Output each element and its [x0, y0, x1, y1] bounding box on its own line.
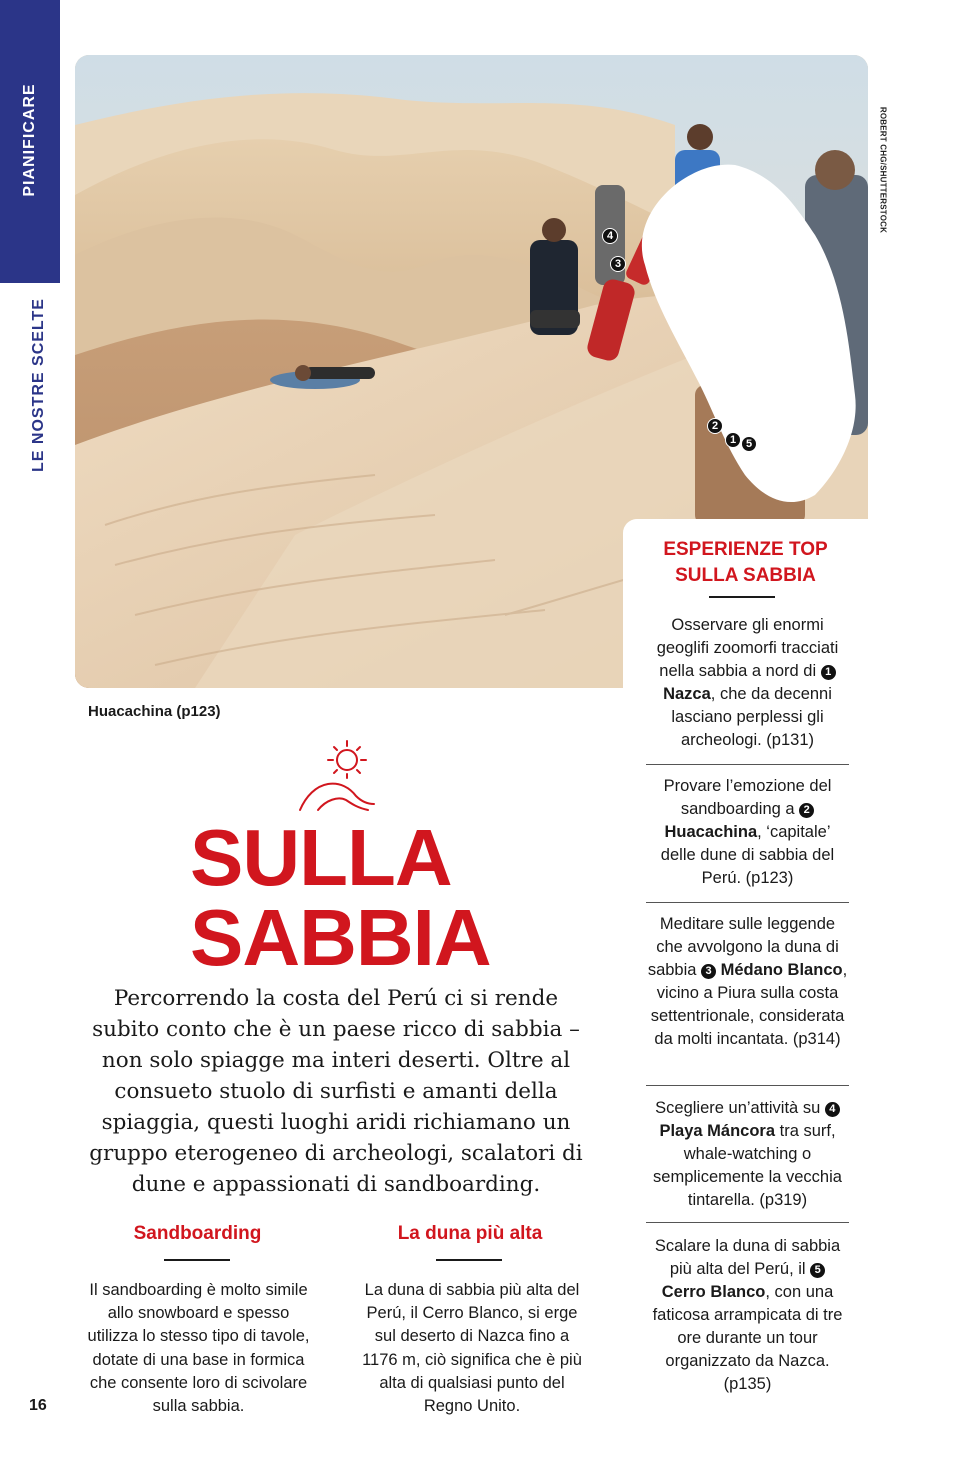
section-tab-pianificare[interactable] [0, 0, 60, 283]
marker-4-icon: 4 [825, 1102, 840, 1117]
page-number: 16 [29, 1397, 47, 1414]
subsection-tab-label[interactable]: LE NOSTRE SCELTE [30, 298, 47, 472]
photo-caption: Huacachina (p123) [88, 703, 221, 720]
sidebar-item-medano-blanco: Meditare sulle leggende che avvolgono la duna di sabbia 3 Médano Blanco, vicino a Piura sulla costa settentrionale, considerata da molti incantata. (p314) [647, 915, 848, 1048]
map-marker-4: 4 [602, 228, 618, 244]
map-marker-3: 3 [610, 256, 626, 272]
page-title [190, 813, 510, 982]
column-text-highest-dune: La duna di sabbia più alta del Perú, il Cerro Blanco, si erge sul deserto di Nazca fino a 1176 m, ciò significa che è più alta di qualsiasi punto del Regno Unito. [362, 1281, 582, 1416]
marker-2-icon: 2 [799, 803, 814, 818]
column-heading-highest-dune: La duna più alta [397, 1223, 543, 1244]
photo-credit: ROBERT CHG/SHUTTERSTOCK [878, 106, 888, 234]
column-rule [164, 1259, 230, 1261]
sidebar-divider [646, 1085, 849, 1086]
title-line-2: SABBIA [190, 893, 491, 982]
column-heading-sandboarding: Sandboarding [133, 1223, 262, 1244]
marker-1-icon: 1 [821, 665, 836, 680]
column-rule [436, 1259, 502, 1261]
section-tab-label: PIANIFICARE [21, 83, 38, 197]
sidebar-rule [709, 596, 775, 598]
map-marker-5: 5 [741, 436, 757, 452]
sidebar-item-cerro-blanco: Scalare la duna di sabbia più alta del Perú, il 5 Cerro Blanco, con una faticosa arrampicata di tre ore durante un tour organizzato da Nazca. (p135) [652, 1237, 843, 1393]
column-text-sandboarding: Il sandboarding è molto simile allo snowboard e spesso utilizza lo stesso tipo di tavole, dotate di una base in formica che consente loro di scivolare sulla sabbia. [87, 1281, 310, 1416]
map-marker-2: 2 [707, 418, 723, 434]
sidebar-item-huacachina: Provare l’emozione del sandboarding a 2 Huacachina, ‘capitale’ delle dune di sabbia del Perú. (p123) [660, 777, 835, 887]
sidebar-divider [646, 1222, 849, 1223]
marker-3-icon: 3 [701, 964, 716, 979]
sidebar-item-nazca: Osservare gli enormi geoglifi zoomorfi tracciati nella sabbia a nord di 1 Nazca, che da decenni lasciano perplessi gli archeologi. (p131) [656, 616, 839, 749]
sidebar-divider [646, 902, 849, 903]
intro-paragraph: Percorrendo la costa del Perú ci si rende subito conto che è un paese ricco di sabbia – non solo spiagge ma interi deserti. Oltre al consueto stuolo di surfisti e amanti della spiaggia, questi luoghi aridi richiamano un gruppo eterogeneo di archeologi, scalatori di dune e appassionati di sandboarding. [89, 986, 583, 1197]
sun-over-dunes-icon [298, 738, 378, 819]
map-marker-1: 1 [725, 432, 741, 448]
marker-5-icon: 5 [810, 1263, 825, 1278]
sidebar-title: ESPERIENZE TOP SULLA SABBIA [663, 539, 828, 586]
title-line-1: SULLA [190, 813, 452, 902]
sidebar-item-playa-mancora: Scegliere un’attività su 4 Playa Máncora tra surf, whale-watching o semplicemente la vecchia tintarella. (p319) [653, 1099, 842, 1209]
sidebar-divider [646, 764, 849, 765]
